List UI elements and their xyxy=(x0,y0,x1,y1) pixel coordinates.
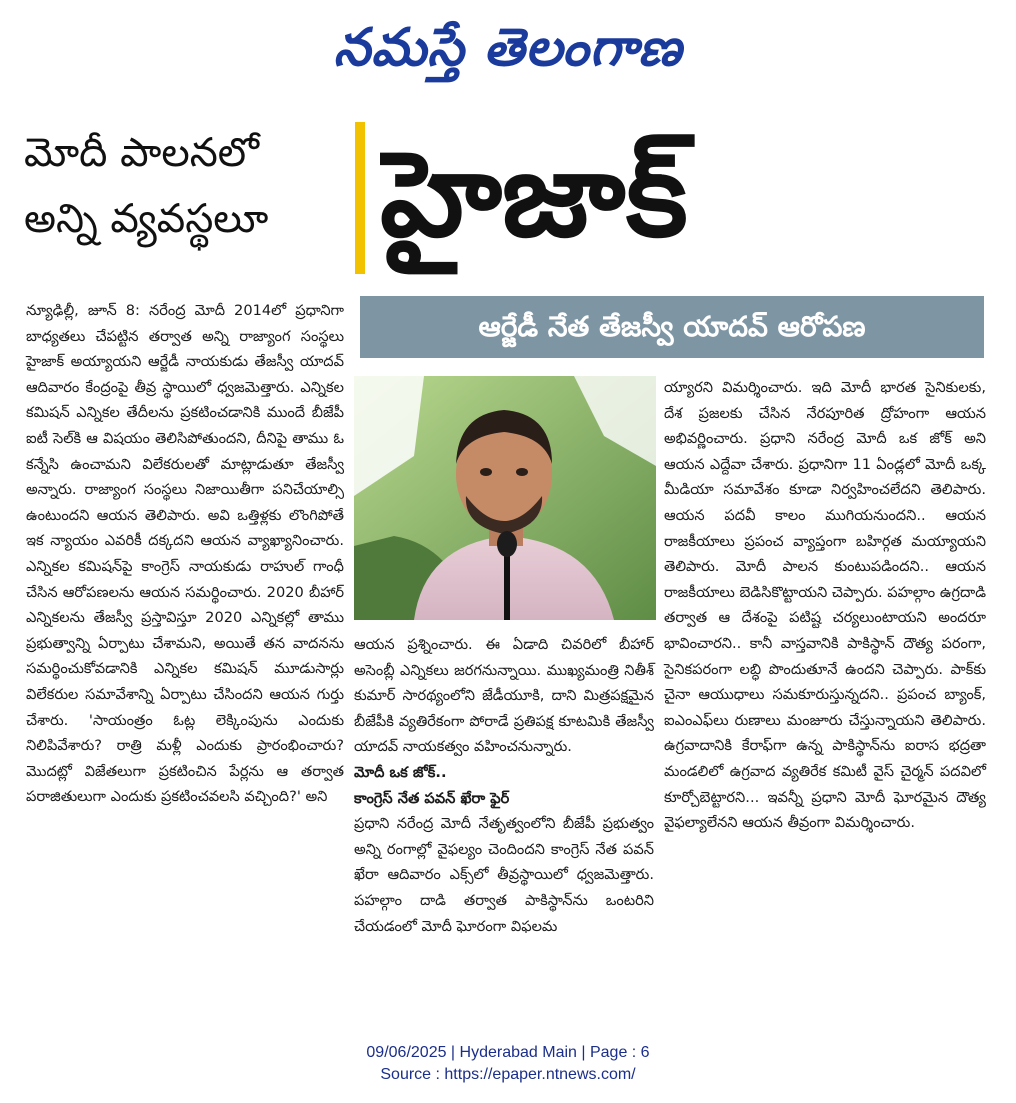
article-text: ప్రధాని నరేంద్ర మోదీ నేతృత్వంలోని బీజేపీ ప్రభుత్వం అన్ని రంగాల్లో వైఫల్యం చెందిందని కాంగ్రెస్ నేత పవన్ ఖేరా ఆదివారం ఎక్స్‌లో తీవ్రస్థాయిలో ధ్వజమెత్తారు. పహల్గాం దాడి తర్వాత పాకిస్థాన్‌ను ఒంటరిని చేయడంలో మోదీ ఘోరంగా విఫలమ xyxy=(354,815,654,935)
kicker-line-1: మోదీ పాలనలో xyxy=(24,130,259,176)
article-column-3 xyxy=(664,375,986,836)
accent-bar xyxy=(355,122,365,274)
kicker-line-2: అన్ని వ్యవస్థలూ xyxy=(24,196,269,242)
article-text: య్యారని విమర్శించారు. ఇది మోదీ భారత సైనికులకు, దేశ ప్రజలకు చేసిన నేరపూరిత ద్రోహంగా ఆయన అభివర్ణించారు. ప్రధాని నరేంద్ర మోదీ ఒక జోక్ అని ఆయన ఎద్దేవా చేశారు. ప్రధానిగా 11 ఏండ్లలో మోదీ ఒక్క మీడియా సమావేశం కూడా నిర్వహించలేదని తెలిపారు. ఆయన పదవీ కాలం ముగియనుందని.. ఆయన రాజకీయాలు ప్రపంచ వ్యాప్తంగా బహిర్గత మయ్యాయని తెలిపారు. మోదీ పాలన కుంటుపడిందని.. ఆయన రాజకీయాలు బెడిసికొట్టాయని చెప్పారు. పహల్గాం ఉగ్రదాడి తర్వాత ఆ దేశంపై పటిష్ట చర్యలుంటాయని అందరూ భావించారని.. కానీ వాస్తవానికి పాకిస్థాన్ దౌత్య పరంగా, సైనికపరంగా లబ్ధి పొందుతూనే ఉందని చెప్పారు. పాక్‌కు చైనా ఆయుధాలు సమకూరుస్తున్నదని.. ప్రపంచ బ్యాంక్, ఐఎంఎఫ్‌లు రుణాలు మంజూరు చేస్తున్నాయని తెలిపారు. ఉగ్రవాదానికి కేరాఫ్‌గా ఉన్న పాకిస్థాన్‌ను ఐరాస భద్రతా మండలిలో ఉగ్రవాద వ్యతిరేక కమిటీ వైస్ చైర్మన్ పదవిలో కూర్చోబెట్టారని... ఇవన్నీ ప్రధాని మోదీ ఘోరమైన దౌత్య వైఫల్యాలేనని ఆయన తీవ్రంగా విమర్శించారు. xyxy=(664,379,986,832)
footer-date-edition: 09/06/2025 | Hyderabad Main | Page : 6 xyxy=(366,1044,650,1061)
news-photo xyxy=(354,376,656,620)
article-column-2 xyxy=(354,632,654,939)
masthead-logo xyxy=(0,8,1016,88)
kicker xyxy=(24,120,344,252)
subheadline: ఆర్జేడీ నేత తేజస్వీ యాదవ్ ఆరోపణ xyxy=(478,310,866,343)
article-text: న్యూఢిల్లీ, జూన్ 8: నరేంద్ర మోదీ 2014లో ప్రధానిగా బాధ్యతలు చేపట్టిన తర్వాత అన్ని రాజ్యాంగ సంస్థలు హైజాక్ అయ్యాయని ఆర్జేడీ నాయకుడు తేజస్వీ యాదవ్ ఆదివారం కేంద్రంపై తీవ్ర స్థాయిలో ధ్వజమెత్తారు. ఎన్నికల కమిషన్ ఎన్నికల తేదీలను ప్రకటించడానికి ముందే బీజేపీ ఐటీ సెల్‌కి ఆ విషయం తెలిసిపోతుందని, దీనిపై తాము ఓ కన్నేసి ఉంచామని విలేకరులతో మాట్లాడుతూ తేజస్వీ అన్నారు. రాజ్యాంగ సంస్థలు నిజాయితీగా పనిచేయాల్సి ఉంటుందని ఆయన తెలిపారు. అవి ఒత్తిళ్లకు లొంగిపోతే ఇక న్యాయం ఎవరికీ దక్కదని ఆయన వ్యాఖ్యానించారు. ఎన్నికల కమిషన్‌పై కాంగ్రెస్ నాయకుడు రాహుల్ గాంధీ చేసిన ఆరోపణలను ఆయన సమర్థించారు. 2020 బీహార్ ఎన్నికలను తేజస్వీ ప్రస్తావిస్తూ 2020 ఎన్నికల్లో తాము ప్రభుత్వాన్ని ఏర్పాటు చేశామని, అయితే తన వాదనను సమర్థించుకోవడానికి ఎన్నికల కమిషన్ మూడుసార్లు విలేకరుల సమావేశాన్ని ఏర్పాటు చేసిందని ఆయన గుర్తు చేశారు. 'సాయంత్రం ఓట్ల లెక్కింపును ఎందుకు నిలిపివేశారు? రాత్రి మళ్లీ ఎందుకు ప్రారంభించారు? మొదట్లో విజేతలుగా ప్రకటించిన పేర్లను ఆ తర్వాత పరాజితులుగా ఎందుకు ప్రకటించవలసి వచ్చింది?' అని xyxy=(26,302,344,806)
article-column-1 xyxy=(26,298,344,810)
subheadline-banner xyxy=(360,296,984,358)
page-footer xyxy=(0,1042,1016,1086)
section-subheading: కాంగ్రెస్ నేత పవన్ ఖేరా ఫైర్ xyxy=(354,789,510,807)
footer-source-link[interactable]: Source : https://epaper.ntnews.com/ xyxy=(380,1066,636,1083)
masthead-title: నమస్తే తెలంగాణ xyxy=(333,18,683,78)
section-subheading: మోదీ ఒక జోక్.. xyxy=(354,763,447,781)
article-text: ఆయన ప్రశ్నించారు. ఈ ఏడాది చివరిలో బీహార్ అసెంబ్లీ ఎన్నికలు జరగనున్నాయి. ముఖ్యమంత్రి నితీశ్ కుమార్ సారథ్యంలోని జేడీయూకి, దాని మిత్రపక్షమైన బీజేపీకి వ్యతిరేకంగా పోరాడే ప్రతిపక్ష కూటమికి తేజస్వీ యాదవ్ నాయకత్వం వహించనున్నారు. xyxy=(354,636,654,756)
headline: హైజాక్ xyxy=(380,125,688,263)
